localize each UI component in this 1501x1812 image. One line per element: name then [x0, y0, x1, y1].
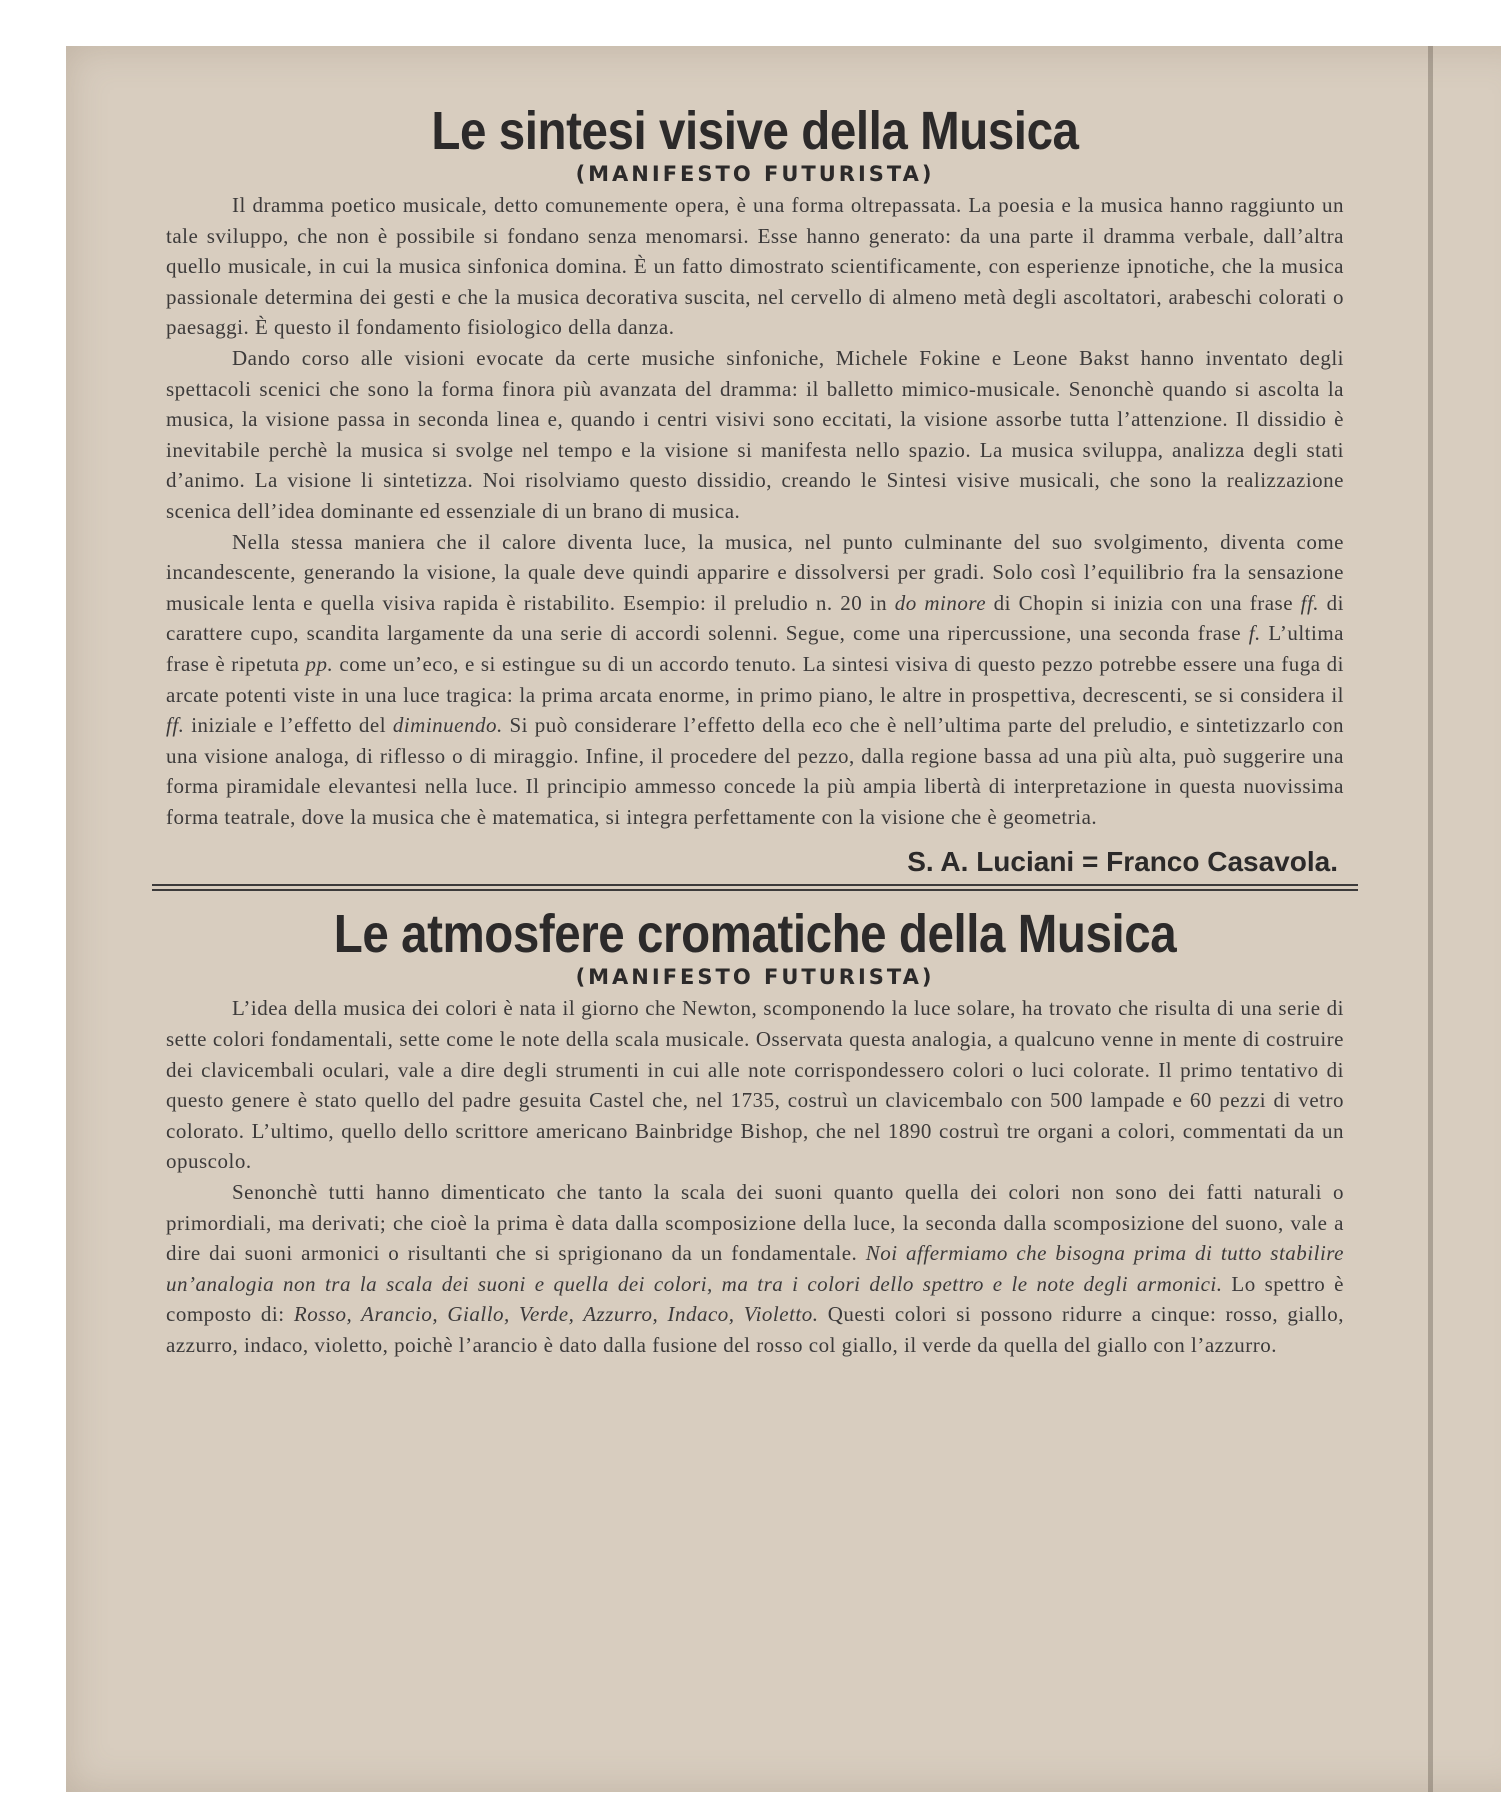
article1-paragraph-2: Dando corso alle visioni evocate da certe musiche sinfoniche, Michele Fokine e Leone Bakst hanno inventato degli spettacoli scenici che sono la forma finora più avanzata del dramma: il balletto mimico-musicale. Senonchè quando si ascolta la musica, la visione passa in seconda linea e, quando i centri visivi sono eccitati, la visione assorbe tutta l’attenzione. Il dissidio è inevitabile perchè la musica si svolge nel tempo e la visione si manifesta nello spazio. La musica sviluppa, analizza degli stati d’animo. La visione li sintetizza. Noi risolviamo questo dissidio, creando le Sintesi visive musicali, che sono la realizzazione scenica dell’idea dominante ed essenziale di un brano di musica. [166, 345, 1344, 523]
article1-subtitle: (MANIFESTO FUTURISTA) [575, 162, 935, 186]
article-atmosfere-cromatiche [166, 903, 1344, 1360]
article1-signature: S. A. Luciani = Franco Casavola. [907, 846, 1338, 878]
article-sintesi-visive [166, 100, 1344, 878]
page-content [166, 100, 1344, 1361]
article2-title: Le atmosfere cromatiche della Musica [333, 904, 1177, 965]
article2-subtitle: (MANIFESTO FUTURISTA) [575, 965, 935, 990]
double-rule-divider [152, 884, 1358, 891]
article2-paragraph-2: Senonchè tutti hanno dimenticato che tanto la scala dei suoni quanto quella dei colori non sono dei fatti naturali o primordiali, ma derivati; che cioè la prima è data dalla scomposizione della luce, la seconda dalla scomposizione del suono, vale a dire dai suoni armonici o risultanti che si sprigionano da un fondamentale. Noi affermiamo che bisogna prima di tutto stabilire un’analogia non tra la scala dei suoni e quella dei colori, ma tra i colori dello spettro e le note degli armonici. Lo spettro è composto di: Rosso, Arancio, Giallo, Verde, Azzurro, Indaco, Violetto. Questi colori si possono ridurre a cinque: rosso, giallo, azzurro, indaco, violetto, poichè l’arancio è dato dalla fusione del rosso col giallo, il verde da quella del giallo con l’azzurro. [166, 1180, 1344, 1357]
sheet-fold-edge [1428, 46, 1433, 1792]
article1-paragraph-3: Nella stessa maniera che il calore diventa luce, la musica, nel punto culminante del suo svolgimento, diventa come incandescente, generando la visione, la quale deve quindi apparire e dissolversi per gradi. Solo così l’equilibrio fra la sensazione musicale lenta e quella visiva rapida è ristabilito. Esempio: il preludio n. 20 in do minore di Chopin si inizia con una frase ff. di carattere cupo, scandita largamente da una serie di accordi solenni. Segue, come una ripercussione, una seconda frase f. L’ultima frase è ripetuta pp. come un’eco, e si estingue su di un accordo tenuto. La sintesi visiva di questo pezzo potrebbe essere una fuga di arcate potenti viste in una luce tragica: la prima arcata enorme, in primo piano, le altre in prospettiva, decrescenti, se si considera il ff. iniziale e l’effetto del diminuendo. Si può considerare l’effetto della eco che è nell’ultima parte del preludio, e sintetizzarlo con una visione analoga, di riflesso o di miraggio. Infine, il procedere del pezzo, dalla regione bassa ad una più alta, può suggerire una forma piramidale elevantesi nella luce. Il principio ammesso concede la più ampia libertà di interpretazione in questa nuovissima forma teatrale, dove la musica che è matematica, si integra perfettamente con la visione che è geometria. [166, 529, 1344, 829]
article2-paragraph-1: L’idea della musica dei colori è nata il giorno che Newton, scomponendo la luce solare, ha trovato che risulta di una serie di sette colori fondamentali, sette come le note della scala musicale. Osservata questa analogia, a qualcuno venne in mente di costruire dei clavicembali oculari, vale a dire degli strumenti in cui alle note corrispondessero colori o luci colorate. Il primo tentativo di questo genere è stato quello del padre gesuita Castel che, nel 1735, costruì un clavicembalo con 500 lampade e 60 pezzi di vetro colorato. L’ultimo, quello dello scrittore americano Bainbridge Bishop, che nel 1890 costruì tre organi a colori, commentati da un opuscolo. [166, 996, 1344, 1174]
article1-paragraph-1: Il dramma poetico musicale, detto comunemente opera, è una forma oltrepassata. La poesia e la musica hanno raggiunto un tale sviluppo, che non è possibile si fondano senza menomarsi. Esse hanno generato: da una parte il dramma verbale, dall’altra quello musicale, in cui la musica sinfonica domina. È un fatto dimostrato scientificamente, con esperienze ipnotiche, che la musica passionale determina dei gesti e che la musica decorativa suscita, nel cervello di almeno metà degli ascoltatori, arabeschi colorati o paesaggi. È questo il fondamento fisiologico della danza. [166, 193, 1344, 340]
article1-title: Le sintesi visive della Musica [431, 101, 1079, 161]
